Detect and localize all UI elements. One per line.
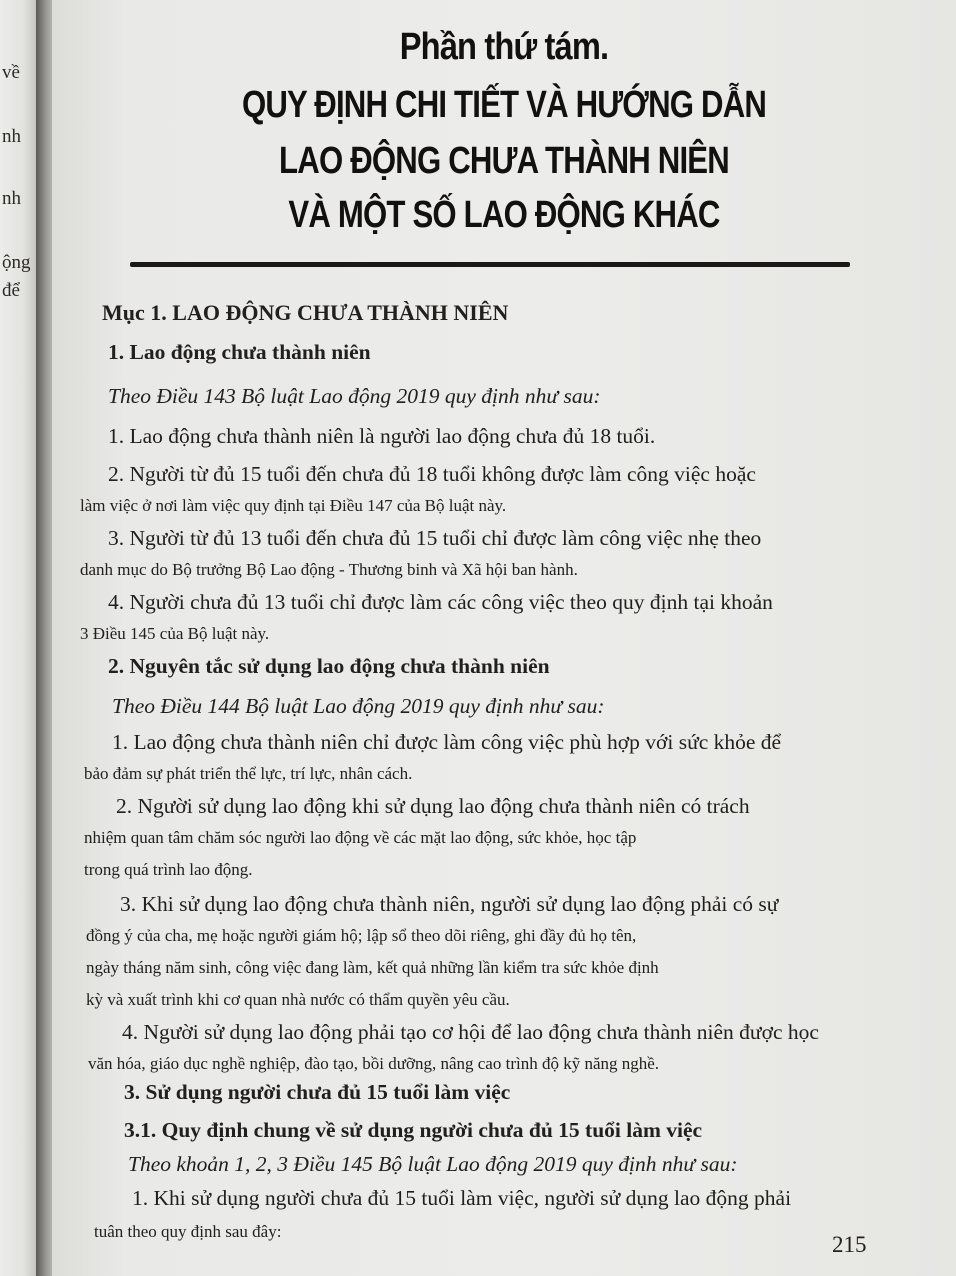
left-page-fragment: nh [2,188,21,209]
paragraph: tuân theo quy định sau đây: [94,1222,282,1241]
paragraph: 1. Khi sử dụng người chưa đủ 15 tuổi làm việc, người sử dụng lao động phải [132,1186,792,1210]
left-page-fragment: nh [2,126,21,147]
paragraph: 2. Người từ đủ 15 tuổi đến chưa đủ 18 tuổi không được làm công việc hoặc [108,462,756,486]
paragraph: 1. Lao động chưa thành niên là người lao động chưa đủ 18 tuổi. [108,424,656,448]
left-page-fragment: để [2,280,20,301]
paragraph: 3 Điều 145 của Bộ luật này. [80,624,270,643]
book-page [52,0,956,1276]
page-number: 215 [832,1232,867,1257]
paragraph: nhiệm quan tâm chăm sóc người lao động về các mặt lao động, sức khỏe, học tập [84,828,637,847]
paragraph: 4. Người sử dụng lao động phải tạo cơ hội để lao động chưa thành niên được học [122,1020,819,1044]
paragraph: 3. Khi sử dụng lao động chưa thành niên, người sử dụng lao động phải có sự [120,892,779,916]
previous-page-edge [0,0,40,1276]
left-page-fragment: ộng [2,252,31,273]
paragraph: trong quá trình lao động. [84,860,253,879]
section-heading: Mục 1. LAO ĐỘNG CHƯA THÀNH NIÊN [102,300,509,325]
paragraph: 3. Người từ đủ 13 tuổi đến chưa đủ 15 tuổi chỉ được làm công việc nhẹ theo [108,526,762,550]
heading-3: 3. Sử dụng người chưa đủ 15 tuổi làm việc [124,1080,511,1104]
part-title: Phần thứ tám. [399,26,609,68]
chapter-title-line-3: VÀ MỘT SỐ LAO ĐỘNG KHÁC [288,194,720,236]
paragraph: ngày tháng năm sinh, công việc đang làm, kết quả những lần kiểm tra sức khỏe định [86,958,659,977]
paragraph: 2. Người sử dụng lao động khi sử dụng lao động chưa thành niên có trách [116,794,750,818]
paragraph: danh mục do Bộ trưởng Bộ Lao động - Thương binh và Xã hội ban hành. [80,560,578,579]
paragraph: 1. Lao động chưa thành niên chỉ được làm công việc phù hợp với sức khỏe để [112,730,782,754]
heading-3-1-intro: Theo khoản 1, 2, 3 Điều 145 Bộ luật Lao động 2019 quy định như sau: [128,1152,738,1176]
paragraph: đồng ý của cha, mẹ hoặc người giám hộ; lập sổ theo dõi riêng, ghi đầy đủ họ tên, [86,926,637,945]
heading-2: 2. Nguyên tắc sử dụng lao động chưa thành niên [108,654,550,678]
left-page-fragment: về [2,62,20,83]
heading-1: 1. Lao động chưa thành niên [108,340,371,364]
paragraph: làm việc ở nơi làm việc quy định tại Điều 147 của Bộ luật này. [80,496,507,515]
paragraph: 4. Người chưa đủ 13 tuổi chỉ được làm các công việc theo quy định tại khoản [108,590,773,614]
paragraph: văn hóa, giáo dục nghề nghiệp, đào tạo, bồi dưỡng, nâng cao trình độ kỹ năng nghề. [88,1054,660,1073]
paragraph: bảo đảm sự phát triển thể lực, trí lực, nhân cách. [84,764,413,783]
heading-1-intro: Theo Điều 143 Bộ luật Lao động 2019 quy định như sau: [108,384,601,408]
chapter-title-line-1: QUY ĐỊNH CHI TIẾT VÀ HƯỚNG DẪN [241,84,767,126]
heading-3-1: 3.1. Quy định chung về sử dụng người chưa đủ 15 tuổi làm việc [124,1118,703,1142]
paragraph: kỳ và xuất trình khi cơ quan nhà nước có thẩm quyền yêu cầu. [86,990,510,1009]
heading-2-intro: Theo Điều 144 Bộ luật Lao động 2019 quy định như sau: [112,694,605,718]
title-divider [130,262,850,267]
chapter-title-line-2: LAO ĐỘNG CHƯA THÀNH NIÊN [279,140,729,182]
